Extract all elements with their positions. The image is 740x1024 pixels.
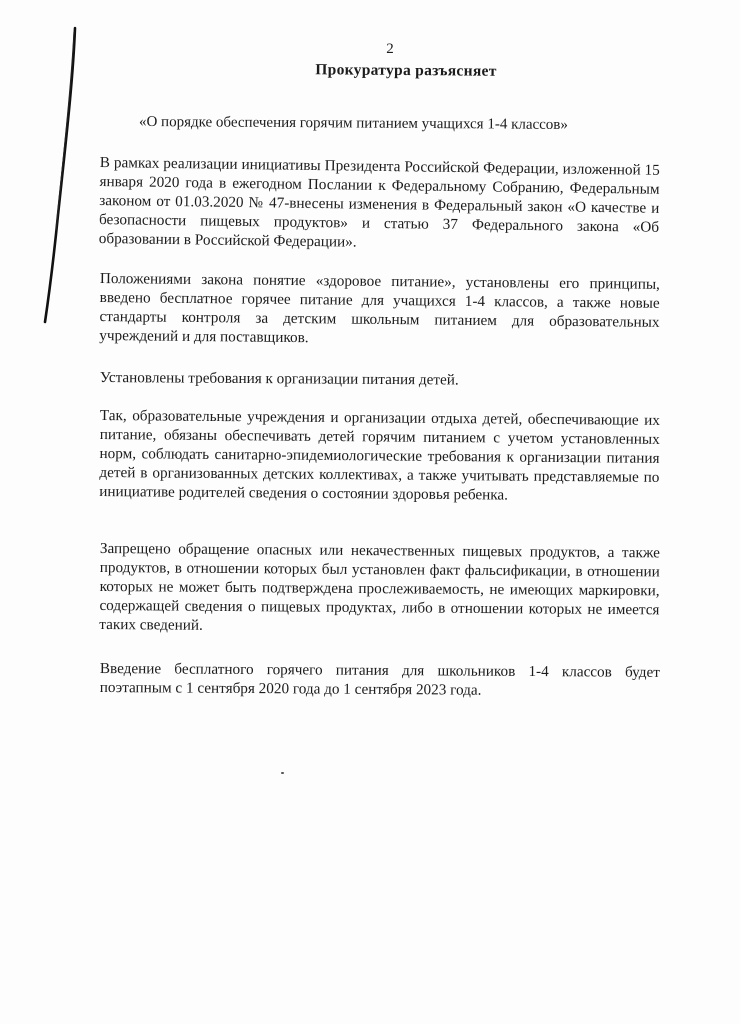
document-subtitle: «О порядке обеспечения горячим питанием учащихся 1-4 классов» <box>138 114 568 133</box>
paragraph-healthy-nutrition: Положениями закона понятие «здоровое питание», установлены его принципы, введено бесплатное горячее питание для учащихся 1-4 классов, а также новые стандарты контроля за детским школьным питанием для образовательных учреждений и для поставщиков. <box>99 269 660 347</box>
paragraph-obligations: Так, образовательные учреждения и организации отдыха детей, обеспечивающие их питание, обязаны обеспечивать детей горячим питанием с учетом установленных норм, соблюдать санитарно-эпидемиологические требования к организации питания детей в организованных детских коллективах, а также учитывать представляемые по инициативе родителей сведения о состоянии здоровья ребенка. <box>99 406 660 504</box>
scan-speck <box>281 772 284 774</box>
page-number: 2 <box>386 41 394 57</box>
paragraph-requirements: Установлены требования к организации питания детей. <box>99 368 459 389</box>
paragraph-schedule: Введение бесплатного горячего питания для школьников 1-4 классов будет поэтапным с 1 сентября 2020 года до 1 сентября 2023 года. <box>99 660 660 699</box>
paragraph-prohibition: Запрещено обращение опасных или некачественных пищевых продуктов, а также продуктов, в отношении которых был установлен факт фальсификации, в отношении которых не может быть подтверждена прослеживаемость, не имеющих маркировки, содержащей сведения о пищевых продуктах, либо в отношении которых не имеется таких сведений. <box>99 539 660 634</box>
paragraph-initiative: В рамках реализации инициативы Президента Российской Федерации, изложенной 15 января 2020 года в ежегодном Послании к Федеральному Собранию, Федеральным законом от 01.03.2020 № 47-внесены изменения в Федеральный закон «О качестве и безопасности пищевых продуктов» и статью 37 Федерального закона «Об образовании в Российской Федерации». <box>98 153 660 251</box>
document-heading: Прокуратура разъясняет <box>315 61 497 80</box>
